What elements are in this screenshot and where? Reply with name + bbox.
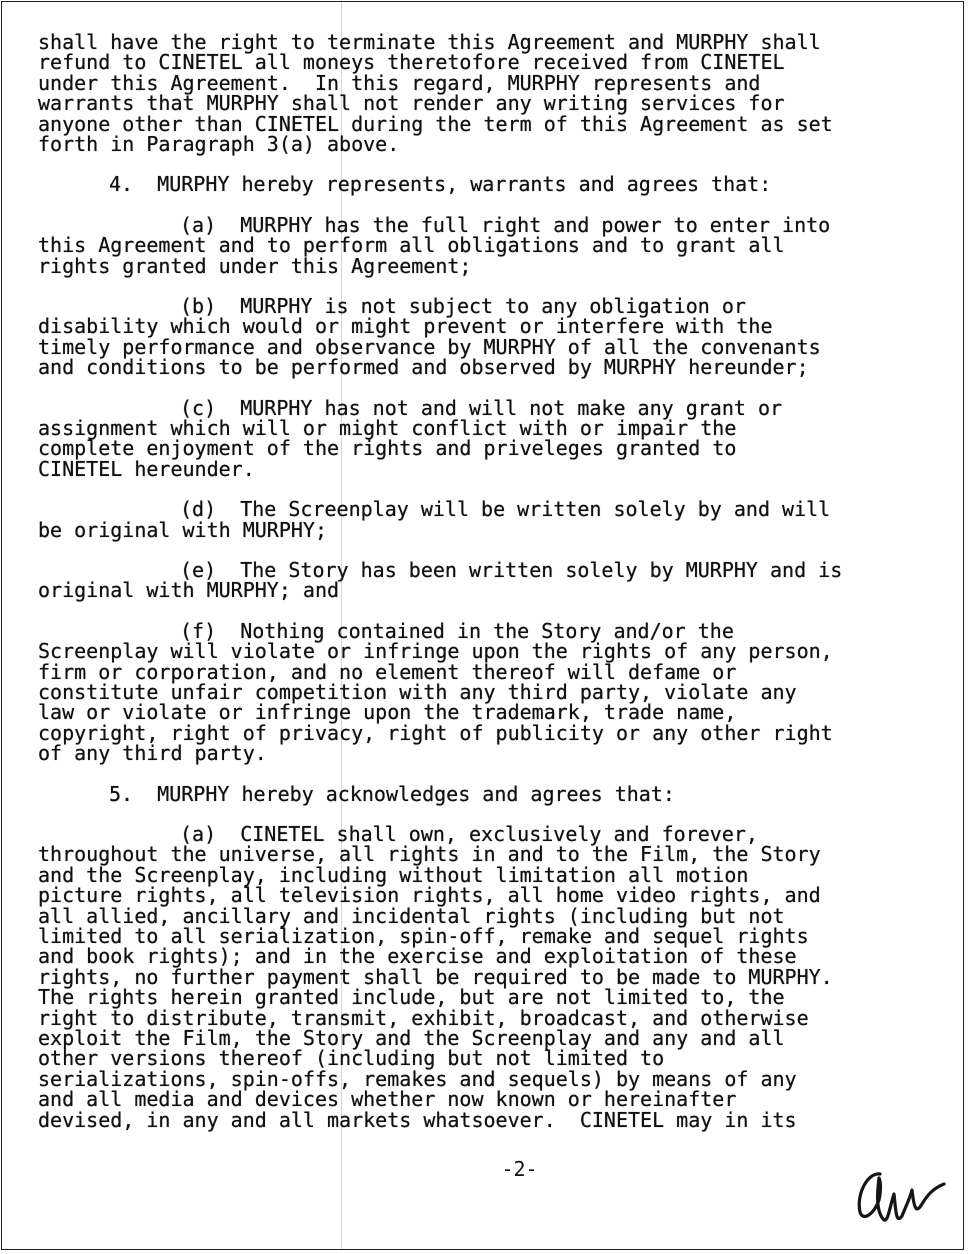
- document-page: [1, 1, 964, 1250]
- text-line: 4. MURPHY hereby represents, warrants and agrees that:: [109, 172, 772, 196]
- text-line: (a) MURPHY has the full right and power to enter into: [180, 213, 831, 237]
- text-line: warrants that MURPHY shall not render any writing services for: [38, 91, 785, 115]
- text-line: and book rights); and in the exercise and exploitation of these: [38, 944, 797, 968]
- text-line: serializations, spin-offs, remakes and sequels) by means of any: [38, 1067, 797, 1091]
- text-line: be original with MURPHY;: [38, 518, 327, 542]
- text-line: anyone other than CINETEL during the term of this Agreement as set: [38, 112, 833, 136]
- text-line: forth in Paragraph 3(a) above.: [38, 132, 400, 156]
- handwritten-initials: [850, 1154, 950, 1229]
- text-line: devised, in any and all markets whatsoever. CINETEL may in its: [38, 1108, 797, 1132]
- text-line: (d) The Screenplay will be written solely by and will: [180, 497, 831, 521]
- text-line: and all media and devices whether now known or hereinafter: [38, 1087, 737, 1111]
- text-line: copyright, right of privacy, right of publicity or any other right: [38, 721, 833, 745]
- text-line: throughout the universe, all rights in and to the Film, the Story: [38, 842, 821, 866]
- text-line: disability which would or might prevent or interfere with the: [38, 314, 773, 338]
- text-line: right to distribute, transmit, exhibit, broadcast, and otherwise: [38, 1006, 809, 1030]
- text-line: law or violate or infringe upon the trademark, trade name,: [38, 700, 737, 724]
- text-line: firm or corporation, and no element thereof will defame or: [38, 660, 737, 684]
- document-body: [2, 2, 964, 1250]
- text-line: The rights herein granted include, but are not limited to, the: [38, 985, 785, 1009]
- text-line: (b) MURPHY is not subject to any obligation or: [180, 294, 746, 318]
- text-line: refund to CINETEL all moneys theretofore received from CINETEL: [38, 50, 785, 74]
- text-line: exploit the Film, the Story and the Screenplay and any and all: [38, 1026, 785, 1050]
- text-line: (a) CINETEL shall own, exclusively and forever,: [180, 822, 758, 846]
- text-line: 5. MURPHY hereby acknowledges and agrees that:: [109, 782, 675, 806]
- text-line: rights granted under this Agreement;: [38, 254, 472, 278]
- text-line: and the Screenplay, including without limitation all motion: [38, 863, 749, 887]
- text-line: other versions thereof (including but not limited to: [38, 1046, 665, 1070]
- text-line: Screenplay will violate or infringe upon the rights of any person,: [38, 639, 833, 663]
- text-line: timely performance and observance by MURPHY of all the convenants: [38, 335, 821, 359]
- text-line: picture rights, all television rights, all home video rights, and: [38, 883, 821, 907]
- text-line: rights, no further payment shall be required to be made to MURPHY.: [38, 965, 833, 989]
- text-line: (c) MURPHY has not and will not make any grant or: [180, 396, 783, 420]
- text-line: CINETEL hereunder.: [38, 457, 255, 481]
- text-line: original with MURPHY; and: [38, 578, 340, 602]
- text-line: complete enjoyment of the rights and priveleges granted to: [38, 436, 737, 460]
- text-line: (e) The Story has been written solely by MURPHY and is: [180, 558, 843, 582]
- text-line: assignment which will or might conflict with or impair the: [38, 416, 737, 440]
- page-number: -2-: [501, 1157, 538, 1181]
- text-line: under this Agreement. In this regard, MURPHY represents and: [38, 71, 761, 95]
- text-line: shall have the right to terminate this Agreement and MURPHY shall: [38, 30, 821, 54]
- text-line: this Agreement and to perform all obligations and to grant all: [38, 233, 785, 257]
- text-line: and conditions to be performed and observed by MURPHY hereunder;: [38, 355, 809, 379]
- text-line: all allied, ancillary and incidental rights (including but not: [38, 904, 785, 928]
- text-line: constitute unfair competition with any third party, violate any: [38, 680, 797, 704]
- text-line: limited to all serialization, spin-off, remake and sequel rights: [38, 924, 809, 948]
- text-line: of any third party.: [38, 741, 267, 765]
- text-line: (f) Nothing contained in the Story and/or the: [180, 619, 734, 643]
